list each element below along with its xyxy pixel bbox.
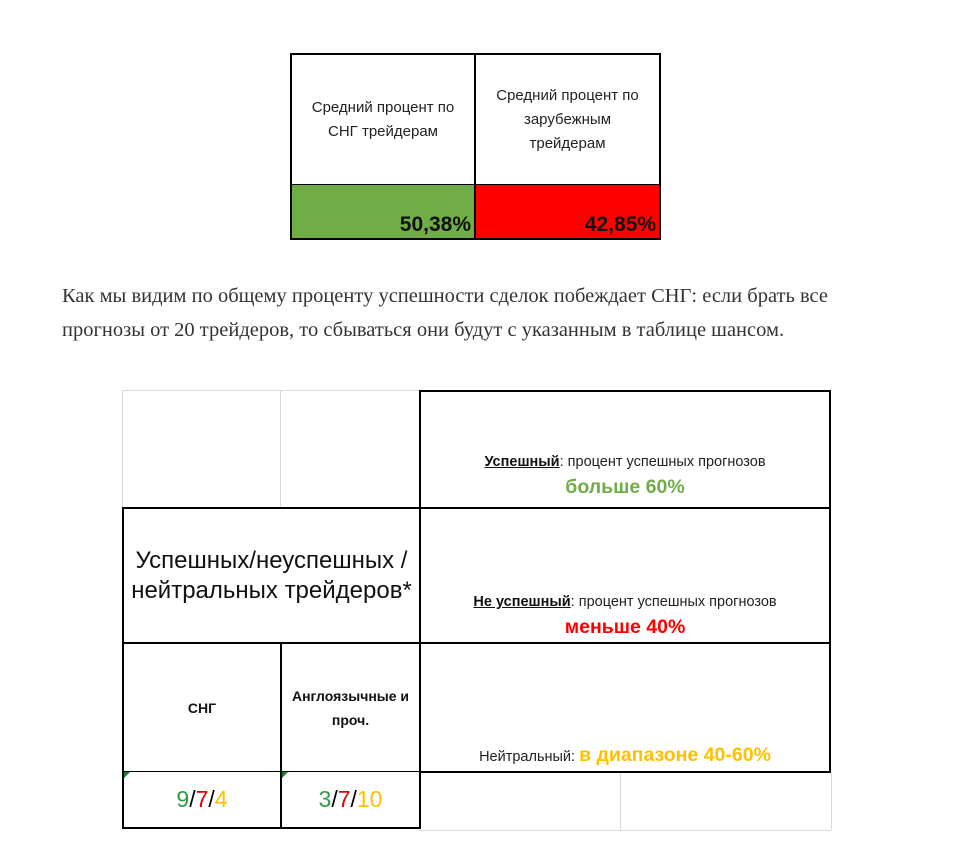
summary-header-cis: Средний процент по СНГ трейдерам <box>311 98 455 140</box>
summary-table <box>290 53 661 240</box>
ratio-foreign-unsuccessful: 7 <box>337 786 351 812</box>
legend-successful-term: Успешный <box>484 454 560 470</box>
legend-unsuccessful-value: меньше 40% <box>564 616 686 638</box>
ratio-separator: / <box>189 786 196 812</box>
legend-successful-value: больше 60% <box>565 476 685 498</box>
classification-title: Успешных/неуспешных /нейтральных трейдеров* <box>131 546 412 604</box>
summary-value-foreign: 42,85% <box>476 185 659 238</box>
article-paragraph: Как мы видим по общему проценту успешности сделок побеждает СНГ: если брать все прогнозы от 20 трейдеров, то сбываться они будут с указанным в таблице шансом. <box>62 285 828 341</box>
ratio-cis-unsuccessful: 7 <box>195 786 209 812</box>
ratio-cis-successful: 9 <box>176 786 190 812</box>
legend-successful-text: : процент успешных прогнозов <box>559 454 766 470</box>
legend-unsuccessful <box>421 509 829 642</box>
ratio-foreign-neutral: 10 <box>356 786 383 812</box>
ratio-separator: / <box>350 786 357 812</box>
legend-neutral-value: в диапазоне 40-60% <box>579 744 771 766</box>
legend-neutral-term: Нейтральный: <box>479 749 576 765</box>
ratio-cis-neutral: 4 <box>214 786 228 812</box>
legend-neutral <box>421 644 829 771</box>
summary-header-foreign: Средний процент по зарубежным трейдерам <box>496 86 639 152</box>
classification-table <box>122 390 834 830</box>
legend-unsuccessful-text: : процент успешных прогнозов <box>570 594 777 610</box>
ratio-foreign-successful: 3 <box>318 786 332 812</box>
legend-successful <box>421 392 829 507</box>
column-header-cis: СНГ <box>187 699 217 716</box>
ratio-separator: / <box>208 786 215 812</box>
ratio-cis <box>124 772 280 827</box>
column-header-foreign: Англоязычные и проч. <box>291 687 410 728</box>
ratio-separator: / <box>331 786 338 812</box>
legend-unsuccessful-term: Не успешный <box>473 594 571 610</box>
summary-value-cis: 50,38% <box>292 185 474 238</box>
ratio-foreign <box>282 772 419 827</box>
